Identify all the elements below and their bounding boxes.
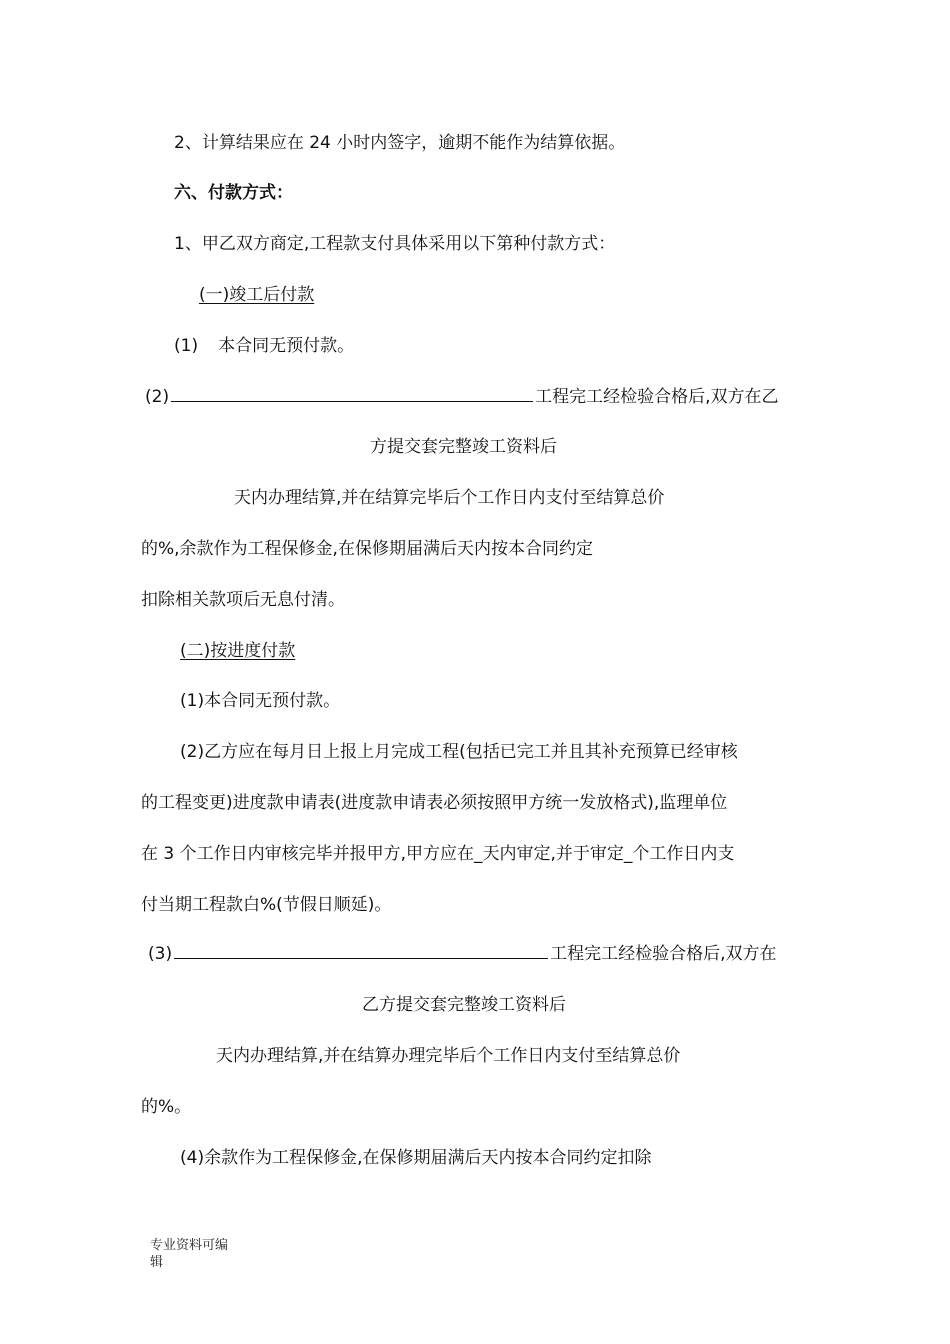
subheading-progress-payment: (二)按进度付款 — [180, 641, 296, 661]
footer-line-1: 专业资料可编 — [150, 1238, 229, 1253]
item-number: (3) — [148, 944, 173, 964]
progress-report-continued-1: 的工程变更)进度款申请表(进度款申请表必须按照甲方统一发放格式),监理单位 — [141, 793, 728, 813]
item-no-prepayment-2: (1)本合同无预付款。 — [180, 691, 341, 711]
calc-sign-clause: 2、计算结果应在 24 小时内签字，逾期不能作为结算依据。 — [174, 133, 626, 153]
settlement-continued-6: 天内办理结算,并在结算办理完毕后个工作日内支付至结算总价 — [216, 1046, 681, 1066]
settlement-continued-1: 方提交套完整竣工资料后 — [370, 437, 557, 457]
item-settlement-3 — [148, 941, 777, 966]
item-text: 工程完工经检验合格后,双方在乙 — [535, 387, 779, 407]
item-text: 工程完工经检验合格后,双方在 — [550, 944, 777, 964]
item-number: (1) — [174, 336, 199, 356]
settlement-continued-5: 乙方提交套完整竣工资料后 — [362, 995, 566, 1015]
item-number: (2) — [145, 387, 170, 407]
progress-report-continued-2: 在 3 个工作日内审核完毕并报甲方,甲方应在_天内审定,并于审定_个工作日内支 — [141, 844, 735, 864]
settlement-continued-3: 的%,余款作为工程保修金,在保修期届满后天内按本合同约定 — [141, 539, 593, 559]
payment-method-clause: 1、甲乙双方商定,工程款支付具体采用以下第种付款方式： — [174, 234, 616, 254]
progress-report-clause: (2)乙方应在每月日上报上月完成工程(包括已完工并且其补充预算已经审核 — [180, 742, 738, 762]
retention-clause: (4)余款作为工程保修金,在保修期届满后天内按本合同约定扣除 — [180, 1148, 652, 1168]
subheading-completion-payment: (一)竣工后付款 — [199, 285, 315, 305]
settlement-continued-7: 的%。 — [141, 1097, 192, 1117]
item-text: 本合同无预付款。 — [218, 336, 355, 356]
item-no-prepayment-1 — [174, 334, 354, 358]
section-heading-payment: 六、付款方式： — [174, 183, 293, 203]
item-settlement-2 — [145, 384, 779, 409]
progress-report-continued-3: 付当期工程款白%(节假日顺延)。 — [141, 895, 392, 915]
fill-blank-line[interactable] — [171, 384, 533, 402]
fill-blank-line[interactable] — [174, 941, 548, 959]
settlement-continued-2: 天内办理结算,并在结算完毕后个工作日内支付至结算总价 — [234, 488, 665, 508]
page-footer — [150, 1237, 228, 1271]
footer-line-2: 辑 — [150, 1255, 164, 1270]
settlement-continued-4: 扣除相关款项后无息付清。 — [141, 590, 345, 610]
